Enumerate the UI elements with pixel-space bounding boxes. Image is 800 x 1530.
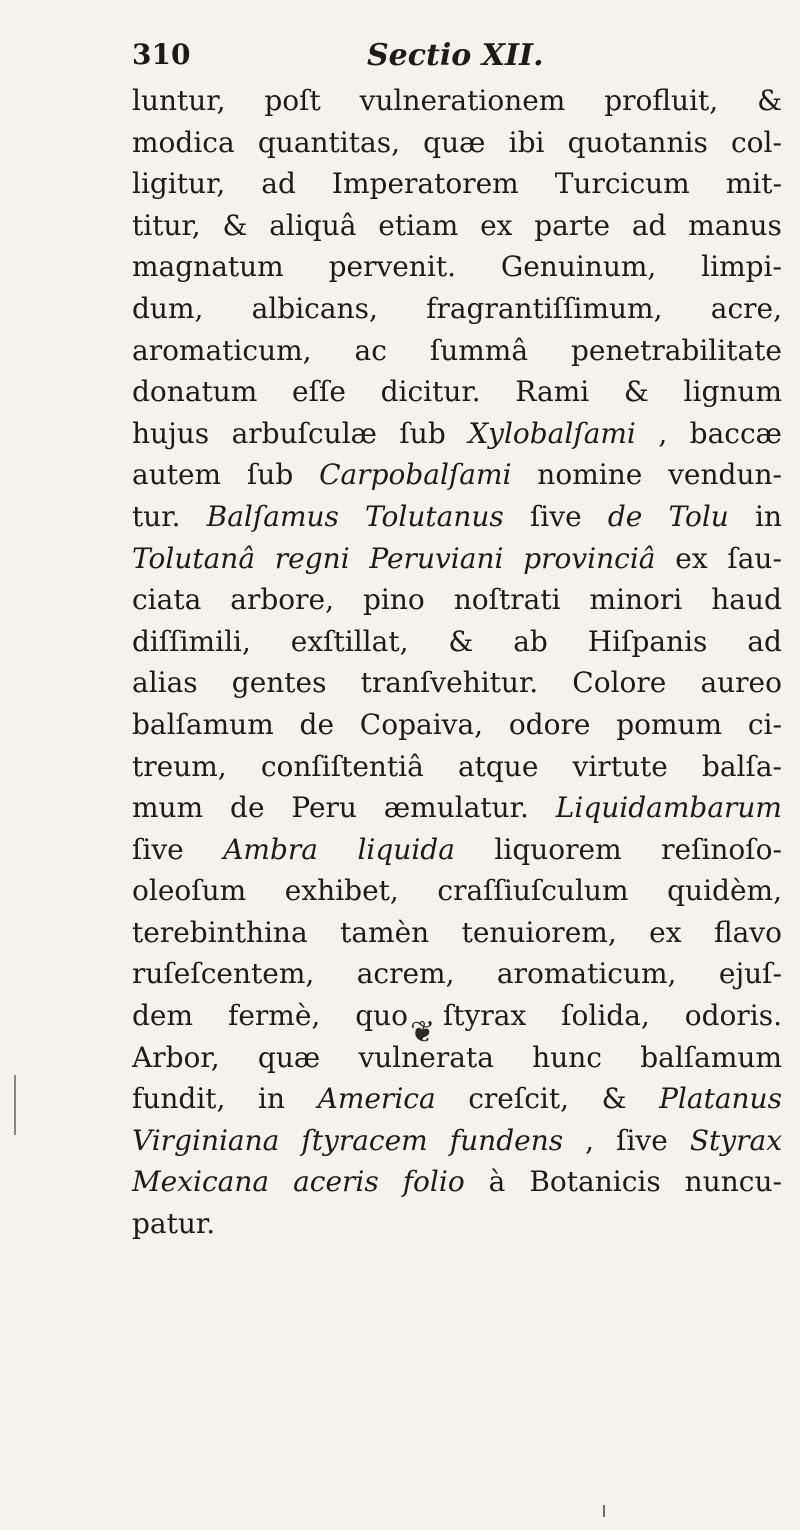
text-line <box>132 995 782 1037</box>
text-line <box>132 288 782 330</box>
word: Rami <box>515 375 590 409</box>
word: donatum <box>132 375 258 409</box>
word: Balſamus <box>206 499 339 533</box>
word: aromaticum, <box>496 957 677 991</box>
word: tamèn <box>340 915 430 949</box>
word: craſſiuſculum <box>437 874 629 908</box>
word: albicans, <box>251 291 378 325</box>
word: vulnerata <box>358 1040 494 1074</box>
word: in <box>754 499 782 533</box>
word: Tolutanus <box>365 499 504 533</box>
word: Turcicum <box>554 167 690 201</box>
word: ſub <box>399 416 446 450</box>
text-line <box>132 80 782 122</box>
text-line <box>132 746 782 788</box>
word: Mexicana <box>132 1165 270 1199</box>
word: Peruviani <box>369 541 504 575</box>
body-text <box>132 80 782 1245</box>
word: mum <box>132 791 204 825</box>
word: gentes <box>231 666 327 700</box>
word: Copaiva, <box>359 707 484 741</box>
word: Liquidambarum <box>555 791 782 825</box>
text-line <box>132 870 782 912</box>
word: dum, <box>132 291 204 325</box>
word: Peru <box>291 791 357 825</box>
word: pino <box>362 583 425 617</box>
text-line <box>132 122 782 164</box>
word: nuncu- <box>684 1165 782 1199</box>
word: ſolida, <box>561 999 650 1033</box>
text-line <box>132 1078 782 1120</box>
word: ſive <box>132 832 184 866</box>
word: ex <box>649 915 682 949</box>
word: quidèm, <box>667 874 782 908</box>
text-line <box>132 371 782 413</box>
word: de <box>299 707 335 741</box>
word: atque <box>457 749 539 783</box>
text-line <box>132 205 782 247</box>
word: ciata <box>132 583 202 617</box>
word: Imperatorem <box>331 167 519 201</box>
word: balſamum <box>640 1040 782 1074</box>
word: aceris <box>293 1165 379 1199</box>
page-header <box>132 38 772 82</box>
word: col- <box>731 125 782 159</box>
word: alias <box>132 666 198 700</box>
word: ſau- <box>727 541 782 575</box>
word: & <box>448 624 474 658</box>
word: & <box>757 84 782 117</box>
word: & <box>222 208 248 242</box>
word: regni <box>274 541 350 575</box>
word: ligitur, <box>132 167 226 201</box>
word: virtute <box>572 749 668 783</box>
word: exhibet, <box>284 874 399 908</box>
page-number: 310 <box>132 38 191 71</box>
text-line <box>132 496 782 538</box>
word: oleoſum <box>132 874 247 908</box>
word: ad <box>261 167 296 201</box>
word: ibi <box>508 125 545 159</box>
word: tranſvehitur. <box>360 666 539 700</box>
word: ſive <box>529 499 582 533</box>
word: ad <box>747 624 782 658</box>
word: aureo <box>700 666 782 700</box>
text-line <box>132 787 782 829</box>
word: creſcit, <box>468 1082 570 1116</box>
word: balſa- <box>701 749 782 783</box>
word: parte <box>534 208 611 242</box>
word: mit- <box>725 167 782 201</box>
word: aromaticum, <box>132 333 312 367</box>
word: acre, <box>710 291 782 325</box>
word: quæ <box>257 1040 321 1074</box>
word: aliquâ <box>269 208 357 242</box>
word: , <box>585 1123 595 1157</box>
word: Colore <box>572 666 667 700</box>
word: fragrantiſſimum, <box>426 291 663 325</box>
text-line <box>132 1037 782 1079</box>
word: baccæ <box>689 416 782 450</box>
text-line <box>132 953 782 995</box>
word: liquida <box>357 832 455 866</box>
word: arbore, <box>230 583 334 617</box>
word: diſſimili, <box>132 624 251 658</box>
word: pervenit. <box>328 250 456 284</box>
word: luntur, <box>132 84 226 117</box>
word: eſſe <box>292 375 346 409</box>
word: dem <box>132 999 194 1033</box>
word: & <box>601 1082 627 1116</box>
word: titur, <box>132 208 201 242</box>
word: folio <box>402 1165 465 1199</box>
word: tur. <box>132 499 181 533</box>
word: quæ <box>423 125 486 159</box>
word: poſt <box>264 84 321 117</box>
text-line <box>132 163 782 205</box>
word: limpi- <box>701 250 782 284</box>
word: reſinoſo- <box>661 832 782 866</box>
text-line <box>132 246 782 288</box>
word: Arbor, <box>132 1040 220 1074</box>
word: odoris. <box>684 999 782 1033</box>
word: tenuiorem, <box>461 915 617 949</box>
word: ex <box>480 208 513 242</box>
text-line <box>132 829 782 871</box>
word: etiam <box>378 208 459 242</box>
word: haud <box>711 583 782 617</box>
word: fundens <box>449 1123 564 1157</box>
word: flavo <box>713 915 782 949</box>
word: manus <box>688 208 782 242</box>
text-line <box>132 538 782 580</box>
word: ſive <box>616 1123 668 1157</box>
word: vulnerationem <box>359 84 566 117</box>
word: conſiſtentiâ <box>260 749 424 783</box>
running-head: Sectio XII. <box>367 38 544 73</box>
word: Hiſpanis <box>587 624 708 658</box>
word: ad <box>631 208 667 242</box>
word: æmulatur. <box>383 791 529 825</box>
word: treum, <box>132 749 227 783</box>
word: patur. <box>132 1207 216 1241</box>
word: ruſeſcentem, <box>132 957 315 991</box>
text-line <box>132 1120 782 1162</box>
word: hujus <box>132 416 210 450</box>
word: lignum <box>683 375 782 409</box>
word: ejuſ- <box>718 957 782 991</box>
word: ſummâ <box>429 333 529 367</box>
word: à <box>488 1165 506 1199</box>
word: ſtyrax <box>442 999 527 1033</box>
word: modica <box>132 125 235 159</box>
word: terebinthina <box>132 915 308 949</box>
word: fundit, <box>132 1082 226 1116</box>
word: liquorem <box>494 832 622 866</box>
word: fermè, <box>227 999 321 1033</box>
word: acrem, <box>356 957 455 991</box>
word: quantitas, <box>257 125 400 159</box>
word: quotannis <box>567 125 708 159</box>
word: , <box>658 416 668 450</box>
margin-mark <box>14 1075 16 1135</box>
word: Botanicis <box>529 1165 661 1199</box>
word: noſtrati <box>453 583 561 617</box>
word: provinciâ <box>523 541 656 575</box>
text-line <box>132 579 782 621</box>
word: in <box>258 1082 286 1116</box>
word: ſtyracem <box>301 1123 428 1157</box>
word: Styrax <box>689 1123 782 1157</box>
word: balſamum <box>132 707 274 741</box>
text-line <box>132 662 782 704</box>
text-line <box>132 704 782 746</box>
word: Platanus <box>659 1082 782 1116</box>
page-speck <box>603 1505 605 1517</box>
word: Xylobalſami <box>468 416 636 450</box>
word: Tolu <box>668 499 729 533</box>
text-line <box>132 621 782 663</box>
word: nomine <box>537 458 643 492</box>
text-line <box>132 413 782 455</box>
text-line <box>132 454 782 496</box>
word: Carpobalſami <box>319 458 512 492</box>
word: Ambra <box>223 832 318 866</box>
word: ex <box>675 541 708 575</box>
word: ab <box>513 624 548 658</box>
word: ac <box>354 333 387 367</box>
text-line <box>132 912 782 954</box>
word: minori <box>589 583 683 617</box>
word: de <box>230 791 265 825</box>
word: hunc <box>532 1040 602 1074</box>
word: odore <box>508 707 591 741</box>
word: Tolutanâ <box>132 541 256 575</box>
word: Genuinum, <box>500 250 657 284</box>
word: magnatum <box>132 250 284 284</box>
word: dicitur. <box>380 375 481 409</box>
tailpiece-ornament: ❦ <box>410 1015 436 1050</box>
text-line <box>132 330 782 372</box>
word: autem <box>132 458 222 492</box>
word: & <box>623 375 649 409</box>
word: ſub <box>246 458 294 492</box>
word: vendun- <box>668 458 782 492</box>
text-line <box>132 1203 782 1245</box>
word: pomum <box>616 707 723 741</box>
text-line <box>132 1161 782 1203</box>
word: penetrabilitate <box>571 333 782 367</box>
word: de <box>607 499 643 533</box>
word: arbuſculæ <box>231 416 377 450</box>
word: exſtillat, <box>290 624 409 658</box>
word: quo <box>355 999 409 1033</box>
word: Virginiana <box>132 1123 280 1157</box>
word: ci- <box>747 707 782 741</box>
word: America <box>317 1082 436 1116</box>
word: profluit, <box>604 84 719 117</box>
